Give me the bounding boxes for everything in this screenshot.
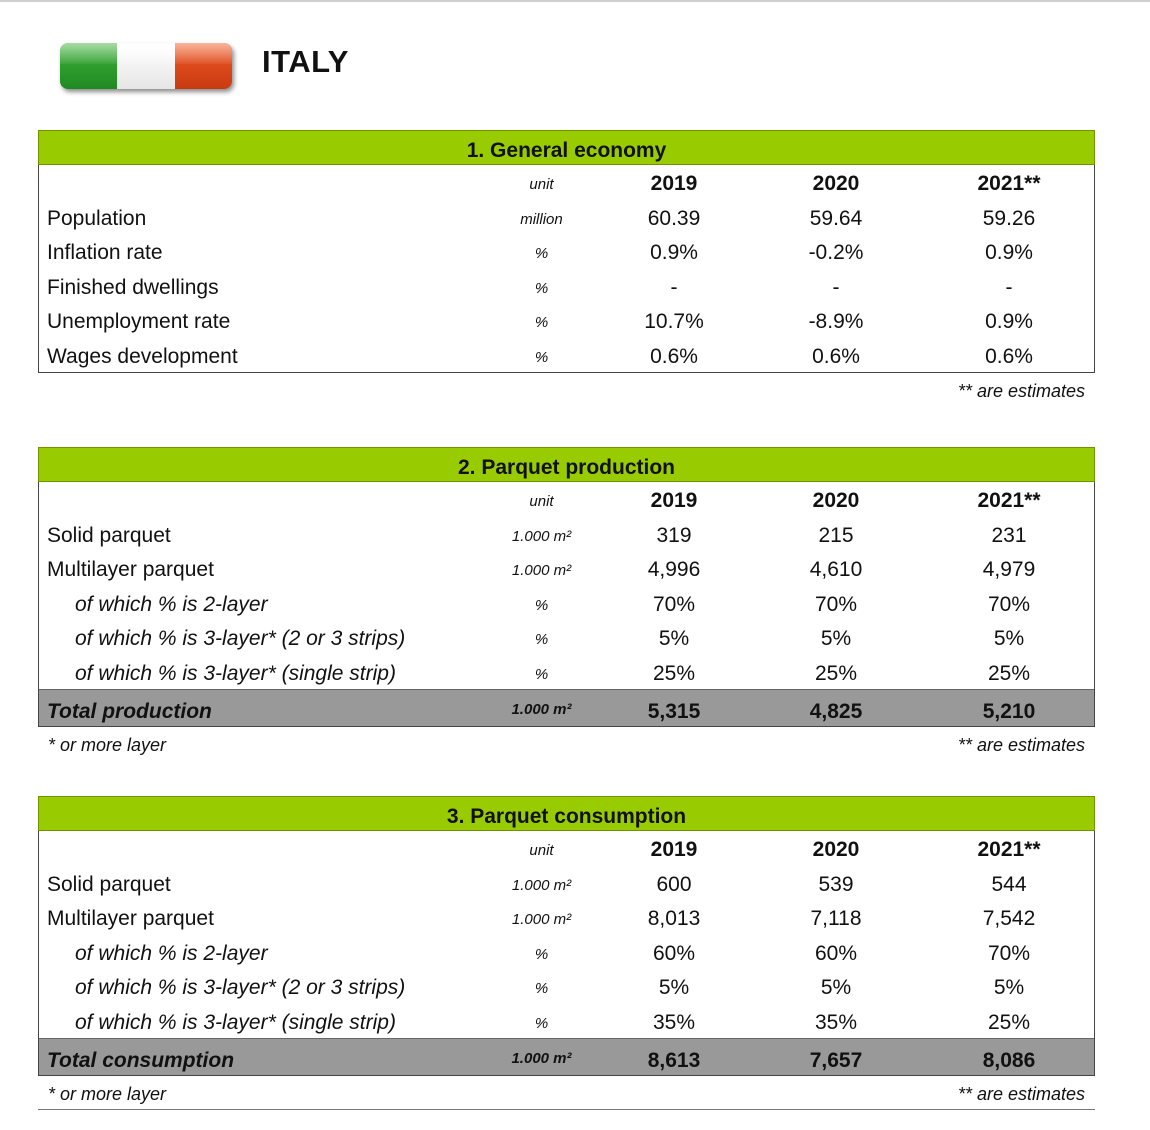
table-row-3-layer-single: [39, 1004, 1094, 1039]
row-label: Inflation rate: [47, 241, 163, 264]
italy-flag-icon: [60, 43, 232, 89]
estimates-note: ** are estimates: [957, 735, 1085, 755]
section-title: 1. General economy: [38, 130, 1095, 165]
cell-value: 231: [991, 523, 1027, 547]
total-value: 7,657: [809, 1049, 863, 1072]
cell-value: 0.9%: [985, 310, 1033, 333]
section-parquet-consumption: [38, 796, 1095, 1110]
row-unit: 1.000 m²: [511, 562, 572, 579]
cell-value: 5%: [658, 627, 690, 650]
table-row-population: [39, 200, 1094, 235]
cell-value: 4,996: [647, 558, 701, 581]
cell-value: 544: [991, 872, 1027, 896]
row-unit: million: [520, 210, 563, 228]
cell-value: 5%: [820, 627, 852, 650]
cell-value: -0.2%: [808, 241, 864, 264]
table-row-3-layer-strips: [39, 620, 1094, 655]
cell-value: 35%: [814, 1010, 858, 1034]
total-value: 8,086: [982, 1049, 1036, 1072]
table-header-row: [39, 482, 1094, 517]
cell-value: 25%: [814, 661, 858, 685]
cell-value: 7,118: [810, 907, 862, 930]
table-notes: [38, 727, 1095, 761]
row-label: Solid parquet: [47, 872, 171, 896]
cell-value: 35%: [652, 1010, 696, 1034]
row-unit: %: [534, 945, 549, 963]
bottom-rule: [38, 1109, 1095, 1110]
row-unit: 1.000 m²: [511, 876, 572, 894]
cell-value: 215: [818, 523, 854, 547]
section-title: 3. Parquet consumption: [38, 796, 1095, 831]
table-header-row: [39, 165, 1094, 200]
year-header: 2020: [812, 838, 860, 861]
row-label: Multilayer parquet: [47, 907, 214, 930]
row-unit: %: [534, 245, 549, 262]
cell-value: 10.7%: [644, 310, 704, 333]
cell-value: 70%: [987, 592, 1031, 616]
cell-value: 5%: [658, 976, 690, 999]
cell-value: 5%: [993, 976, 1025, 999]
top-rule: [0, 0, 1150, 2]
year-header: 2019: [650, 489, 698, 512]
table-notes: [38, 1076, 1095, 1110]
row-unit: %: [534, 596, 549, 614]
total-value: 5,315: [647, 700, 701, 723]
cell-value: 59.64: [809, 206, 863, 230]
cell-value: 70%: [814, 592, 858, 616]
row-label: Multilayer parquet: [47, 558, 214, 581]
flag-green-band: [60, 43, 117, 89]
year-header: 2019: [650, 172, 698, 195]
row-unit: %: [534, 314, 549, 331]
cell-value: 70%: [652, 592, 696, 616]
table-row-inflation: [39, 234, 1094, 269]
row-label: of which % is 3-layer* (single strip): [75, 661, 396, 685]
section-title: 2. Parquet production: [38, 447, 1095, 482]
cell-value: 5%: [820, 976, 852, 999]
section-table: [38, 482, 1095, 727]
estimates-note: ** are estimates: [957, 1084, 1085, 1104]
cell-value: 539: [818, 872, 854, 896]
row-label: of which % is 2-layer: [75, 592, 268, 616]
layer-note: * or more layer: [48, 1084, 167, 1104]
cell-value: 0.9%: [985, 241, 1033, 264]
year-header: 2020: [812, 489, 860, 512]
row-label: Population: [47, 206, 147, 230]
row-label: of which % is 3-layer* (2 or 3 strips): [75, 976, 406, 999]
cell-value: 25%: [987, 661, 1031, 685]
cell-value: 0.6%: [812, 344, 860, 368]
section-general-economy: [38, 130, 1095, 407]
table-row-wages: [39, 338, 1094, 373]
total-label: Total consumption: [47, 1049, 235, 1072]
cell-value: 59.26: [982, 206, 1036, 230]
cell-value: 5%: [993, 627, 1025, 650]
section-parquet-production: [38, 447, 1095, 761]
cell-value: 4,979: [982, 558, 1036, 581]
cell-value: 0.6%: [985, 344, 1033, 368]
year-header: 2020: [812, 172, 860, 195]
cell-value: -: [670, 275, 678, 299]
cell-value: -: [832, 275, 840, 299]
table-row-total: [39, 1038, 1094, 1075]
country-title: ITALY: [262, 44, 349, 79]
row-unit: %: [534, 980, 549, 997]
table-row-2-layer: [39, 586, 1094, 621]
unit-header: unit: [529, 493, 554, 510]
year-header: 2021**: [977, 838, 1041, 861]
section-table: [38, 165, 1095, 373]
row-label: of which % is 3-layer* (2 or 3 strips): [75, 627, 406, 650]
table-row-2-layer: [39, 935, 1094, 970]
table-row-3-layer-strips: [39, 969, 1094, 1004]
cell-value: 4,610: [809, 558, 863, 581]
cell-value: 60%: [652, 941, 696, 965]
row-unit: 1.000 m²: [511, 911, 572, 928]
row-label: of which % is 2-layer: [75, 941, 268, 965]
cell-value: 25%: [652, 661, 696, 685]
row-unit: 1.000 m²: [511, 527, 572, 545]
table-row-solid: [39, 866, 1094, 901]
cell-value: 0.9%: [650, 241, 698, 264]
row-label: Finished dwellings: [47, 275, 219, 299]
layer-note: * or more layer: [48, 735, 167, 755]
cell-value: -8.9%: [808, 310, 864, 333]
total-value: 4,825: [809, 700, 863, 723]
cell-value: 60%: [814, 941, 858, 965]
cell-value: 70%: [987, 941, 1031, 965]
table-notes: [38, 373, 1095, 407]
cell-value: 7,542: [982, 907, 1036, 930]
total-value: 8,613: [647, 1049, 701, 1072]
flag-white-band: [117, 43, 174, 89]
cell-value: 25%: [987, 1010, 1031, 1034]
unit-header: unit: [529, 842, 554, 859]
table-row-solid: [39, 517, 1094, 552]
row-unit: %: [534, 279, 549, 297]
row-unit: %: [534, 348, 549, 366]
row-label: Solid parquet: [47, 523, 171, 547]
cell-value: -: [1005, 275, 1013, 299]
table-row-dwellings: [39, 269, 1094, 304]
total-value: 5,210: [982, 700, 1036, 723]
cell-value: 0.6%: [650, 344, 698, 368]
year-header: 2021**: [977, 489, 1041, 512]
cell-value: 8,013: [647, 907, 701, 930]
row-label: of which % is 3-layer* (single strip): [75, 1010, 396, 1034]
table-row-unemployment: [39, 303, 1094, 338]
table-header-row: [39, 831, 1094, 866]
unit-header: unit: [529, 176, 554, 193]
cell-value: 319: [656, 523, 692, 547]
table-row-multilayer: [39, 551, 1094, 586]
table-row-3-layer-single: [39, 655, 1094, 690]
row-unit: %: [534, 665, 549, 683]
table-row-total: [39, 689, 1094, 726]
year-header: 2021**: [977, 172, 1041, 195]
cell-value: 600: [656, 872, 692, 896]
total-label: Total production: [47, 700, 212, 723]
row-label: Unemployment rate: [47, 310, 231, 333]
flag-red-band: [175, 43, 232, 89]
row-unit: %: [534, 631, 549, 648]
row-unit: %: [534, 1014, 549, 1032]
year-header: 2019: [650, 838, 698, 861]
table-row-multilayer: [39, 900, 1094, 935]
row-unit: 1.000 m²: [511, 1050, 572, 1067]
cell-value: 60.39: [647, 206, 701, 230]
row-unit: 1.000 m²: [511, 701, 572, 718]
row-label: Wages development: [47, 344, 238, 368]
estimates-note: ** are estimates: [957, 381, 1085, 401]
section-table: [38, 831, 1095, 1076]
